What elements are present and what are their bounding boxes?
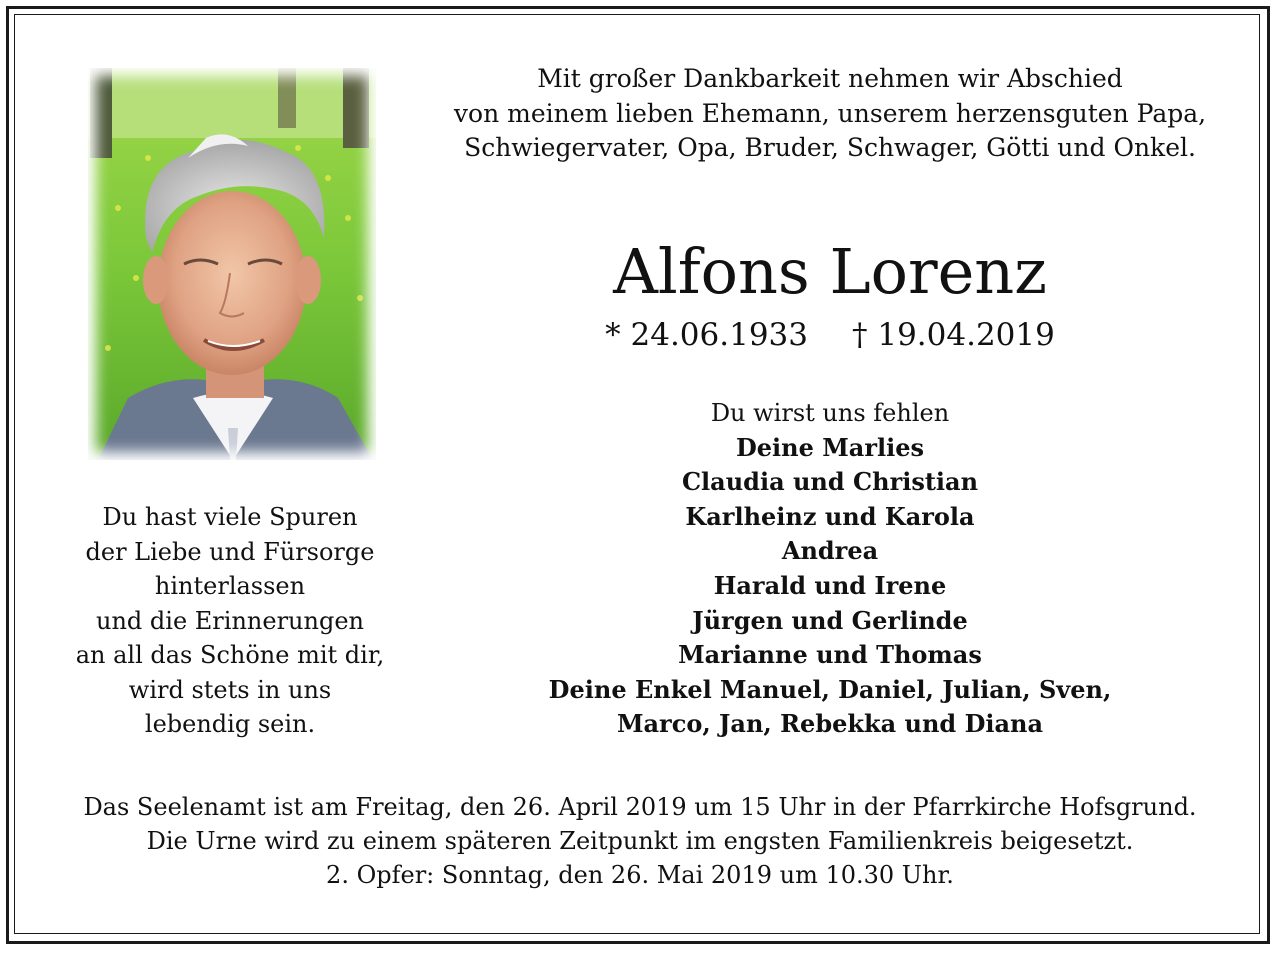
family-name: Andrea [781, 536, 879, 566]
family-name: Harald und Irene [713, 570, 947, 600]
deceased-name: Alfons Lorenz [613, 235, 1047, 308]
poem-line: und die Erinnerungen [96, 606, 364, 635]
family-name: Claudia und Christian [681, 467, 979, 497]
family-name: Marco, Jan, Rebekka und Diana [616, 709, 1044, 739]
intro-text [450, 62, 1210, 166]
life-dates [520, 314, 1140, 356]
poem-line: hinterlassen [154, 572, 306, 600]
poem-line: der Liebe und Fürsorge [85, 537, 375, 566]
death-date: † 19.04.2019 [852, 317, 1055, 353]
poem-line: lebendig sein. [144, 710, 316, 738]
family-name: Jürgen und Gerlinde [692, 605, 968, 635]
intro-line: von meinem lieben Ehemann, unserem herzensguten Papa, [453, 98, 1207, 128]
intro-line: Mit großer Dankbarkeit nehmen wir Abschied [537, 64, 1123, 93]
service-line: Die Urne wird zu einem späteren Zeitpunkt im engsten Familienkreis beigesetzt. [146, 827, 1134, 855]
service-line: 2. Opfer: Sonntag, den 26. Mai 2019 um 10.30 Uhr. [326, 861, 954, 889]
portrait-photo [88, 68, 376, 460]
birth-date: * 24.06.1933 [605, 317, 808, 353]
family-opening: Du wirst uns fehlen [710, 399, 950, 427]
intro-line: Schwiegervater, Opa, Bruder, Schwager, Götti und Onkel. [464, 133, 1196, 162]
poem-line: wird stets in uns [128, 675, 332, 704]
family-signatures [520, 396, 1140, 742]
family-name: Deine Marlies [735, 432, 925, 462]
service-line: Das Seelenamt ist am Freitag, den 26. April 2019 um 15 Uhr in der Pfarrkirche Hofsgrund. [83, 793, 1197, 821]
memorial-poem [60, 500, 400, 742]
family-name: Deine Enkel Manuel, Daniel, Julian, Sven, [548, 674, 1112, 704]
family-name: Karlheinz und Karola [685, 501, 975, 531]
service-details [60, 790, 1220, 892]
family-name: Marianne und Thomas [678, 640, 982, 670]
poem-line: Du hast viele Spuren [102, 503, 358, 531]
poem-line: an all das Schöne mit dir, [75, 641, 385, 669]
